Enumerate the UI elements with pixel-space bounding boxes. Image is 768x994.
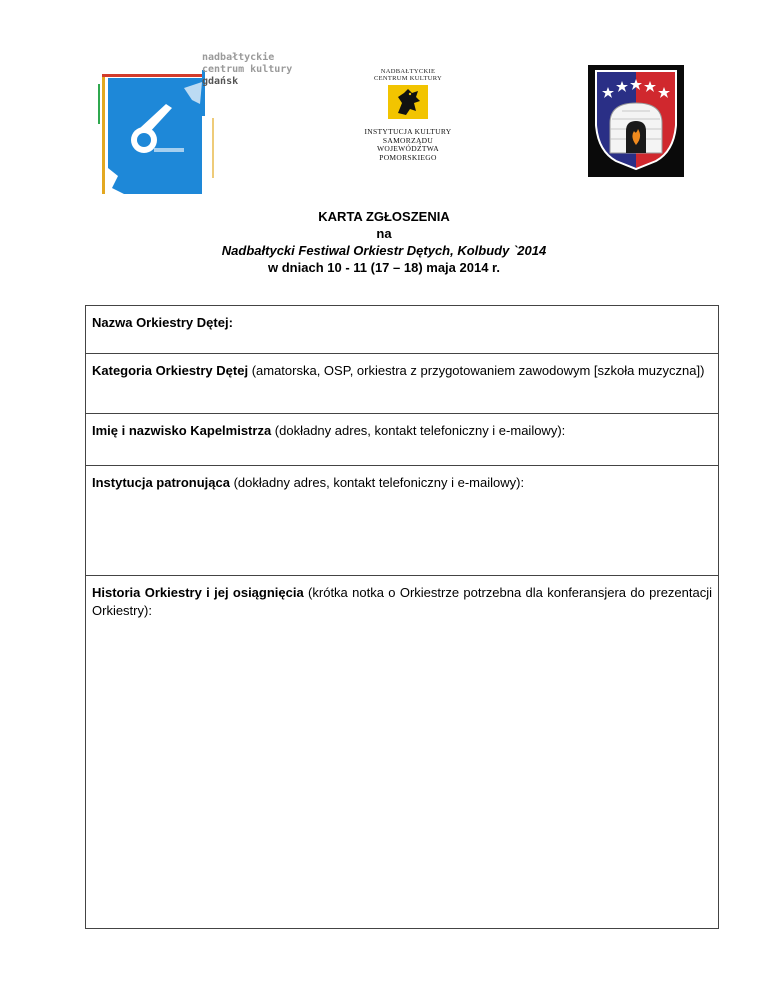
field-label: Imię i nazwisko Kapelmistrza bbox=[92, 423, 272, 438]
field-note: (dokładny adres, kontakt telefoniczny i e-mailowy): bbox=[229, 475, 525, 490]
coat-of-arms-icon bbox=[588, 65, 684, 177]
field-label: Kategoria Orkiestry Dętej bbox=[92, 363, 249, 378]
field-label: Historia Orkiestry i jej osiągnięcia bbox=[92, 585, 304, 600]
nck-line1: nadbałtyckie bbox=[202, 52, 275, 63]
nck-line2: centrum kultury bbox=[202, 64, 293, 75]
field-label: Nazwa Orkiestry Dętej: bbox=[92, 315, 233, 330]
field-conductor[interactable] bbox=[86, 413, 718, 465]
field-note: (amatorska, OSP, orkiestra z przygotowaniem zawodowym [szkoła muzyczna]) bbox=[248, 363, 705, 378]
field-patron-institution[interactable] bbox=[86, 465, 718, 575]
inst-line1: INSTYTUCJA KULTURY bbox=[364, 127, 452, 136]
field-orchestra-history[interactable] bbox=[86, 575, 718, 928]
festival-name: Nadbałtycki Festiwal Orkiestr Dętych, Kolbudy `2014 bbox=[221, 243, 547, 258]
nck-small-line2: CENTRUM KULTURY bbox=[373, 75, 442, 82]
griffin-icon bbox=[388, 85, 428, 119]
nck-logo-icon bbox=[94, 48, 294, 202]
nck-line3: gdańsk bbox=[202, 76, 239, 87]
inst-line4: POMORSKIEGO bbox=[379, 152, 437, 162]
form-title-na: na bbox=[376, 226, 392, 241]
field-note: (dokładny adres, kontakt telefoniczny i e-mailowy): bbox=[271, 423, 566, 438]
form-title-block bbox=[0, 208, 768, 276]
inst-line2: SAMORZĄDU bbox=[382, 135, 434, 145]
application-form bbox=[85, 305, 719, 929]
nck-logo bbox=[94, 48, 294, 202]
field-orchestra-category[interactable] bbox=[86, 353, 718, 413]
pomorskie-logo bbox=[360, 68, 456, 168]
field-label: Instytucja patronująca bbox=[92, 475, 230, 490]
coat-of-arms bbox=[588, 65, 684, 177]
festival-dates: w dniach 10 - 11 (17 – 18) maja 2014 r. bbox=[268, 260, 500, 275]
field-note: (krótka notka o Orkiestrze potrzebna dla konferansjera do prezentacji Orkiestry): bbox=[92, 585, 713, 618]
form-title: KARTA ZGŁOSZENIA bbox=[318, 209, 450, 224]
nck-small-line1: NADBAŁTYCKIE bbox=[380, 68, 436, 75]
inst-line3: WOJEWÓDZTWA bbox=[376, 144, 440, 153]
field-orchestra-name[interactable] bbox=[86, 306, 718, 353]
